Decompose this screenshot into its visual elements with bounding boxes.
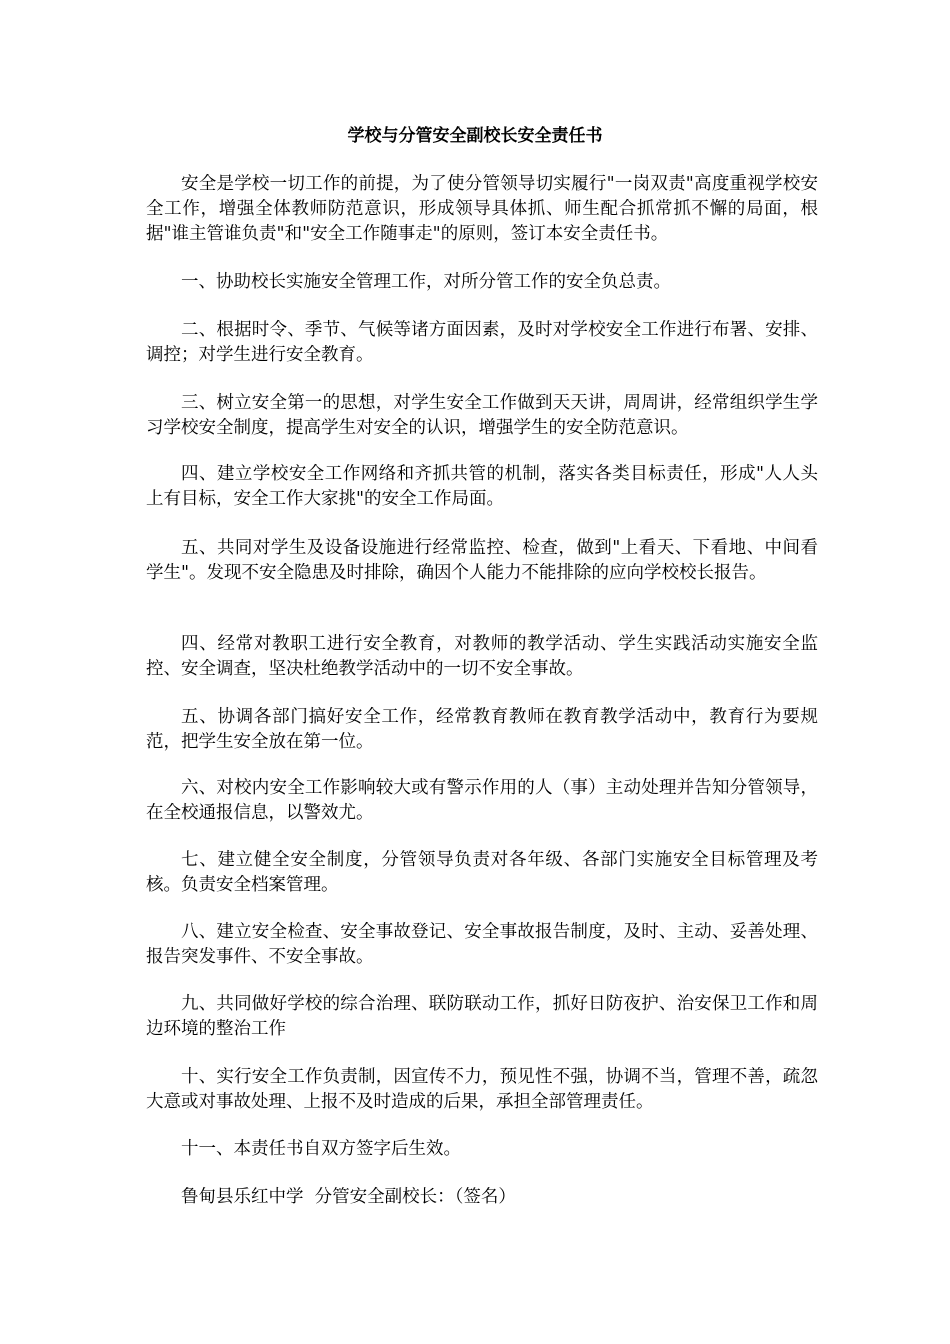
signature-line: 鲁甸县乐红中学 分管安全副校长：（签名）	[181, 1187, 516, 1207]
paragraph-item-4: 四、建立学校安全工作网络和齐抓共管的机制，落实各类目标责任，形成"人人头上有目标，安全工作大家挑"的安全工作局面。	[146, 464, 818, 509]
paragraph-item-10: 八、建立安全检查、安全事故登记、安全事故报告制度，及时、主动、妥善处理、报告突发事件、不安全事故。	[146, 922, 818, 967]
paragraph-item-6: 四、经常对教职工进行安全教育，对教师的教学活动、学生实践活动实施安全监控、安全调查，坚决杜绝教学活动中的一切不安全事故。	[146, 634, 818, 679]
paragraph-item-12: 十、实行安全工作负责制，因宣传不力，预见性不强，协调不当，管理不善，疏忽大意或对事故处理、上报不及时造成的后果，承担全部管理责任。	[146, 1067, 818, 1112]
paragraph-item-1: 一、协助校长实施安全管理工作，对所分管工作的安全负总责。	[181, 272, 671, 292]
paragraph-item-8: 六、对校内安全工作影响较大或有警示作用的人（事）主动处理并告知分管领导，在全校通报信息，以警效尤。	[146, 778, 818, 823]
paragraph-item-7: 五、协调各部门搞好安全工作，经常教育教师在教育教学活动中，教育行为要规范，把学生安全放在第一位。	[146, 707, 818, 752]
paragraph-item-3: 三、树立安全第一的思想，对学生安全工作做到天天讲，周周讲，经常组织学生学习学校安全制度，提高学生对安全的认识，增强学生的安全防范意识。	[146, 393, 818, 438]
paragraph-item-11: 九、共同做好学校的综合治理、联防联动工作，抓好日防夜护、治安保卫工作和周边环境的整治工作	[146, 994, 818, 1039]
paragraph-item-5: 五、共同对学生及设备设施进行经常监控、检查，做到"上看天、下看地、中间看学生"。发现不安全隐患及时排除，确因个人能力不能排除的应向学校校长报告。	[146, 538, 818, 583]
paragraph-item-13: 十一、本责任书自双方签字后生效。	[181, 1139, 461, 1159]
document-title: 学校与分管安全副校长安全责任书	[347, 126, 603, 146]
paragraph-preamble: 安全是学校一切工作的前提，为了使分管领导切实履行"一岗双责"高度重视学校安全工作，增强全体教师防范意识，形成领导具体抓、师生配合抓常抓不懈的局面，根据"谁主管谁负责"和"安全工作随事走"的原则，签订本安全责任书。	[146, 174, 818, 244]
paragraph-item-9: 七、建立健全安全制度，分管领导负责对各年级、各部门实施安全目标管理及考核。负责安全档案管理。	[146, 850, 818, 895]
paragraph-item-2: 二、根据时令、季节、气候等诸方面因素，及时对学校安全工作进行布署、安排、调控；对学生进行安全教育。	[146, 320, 818, 365]
